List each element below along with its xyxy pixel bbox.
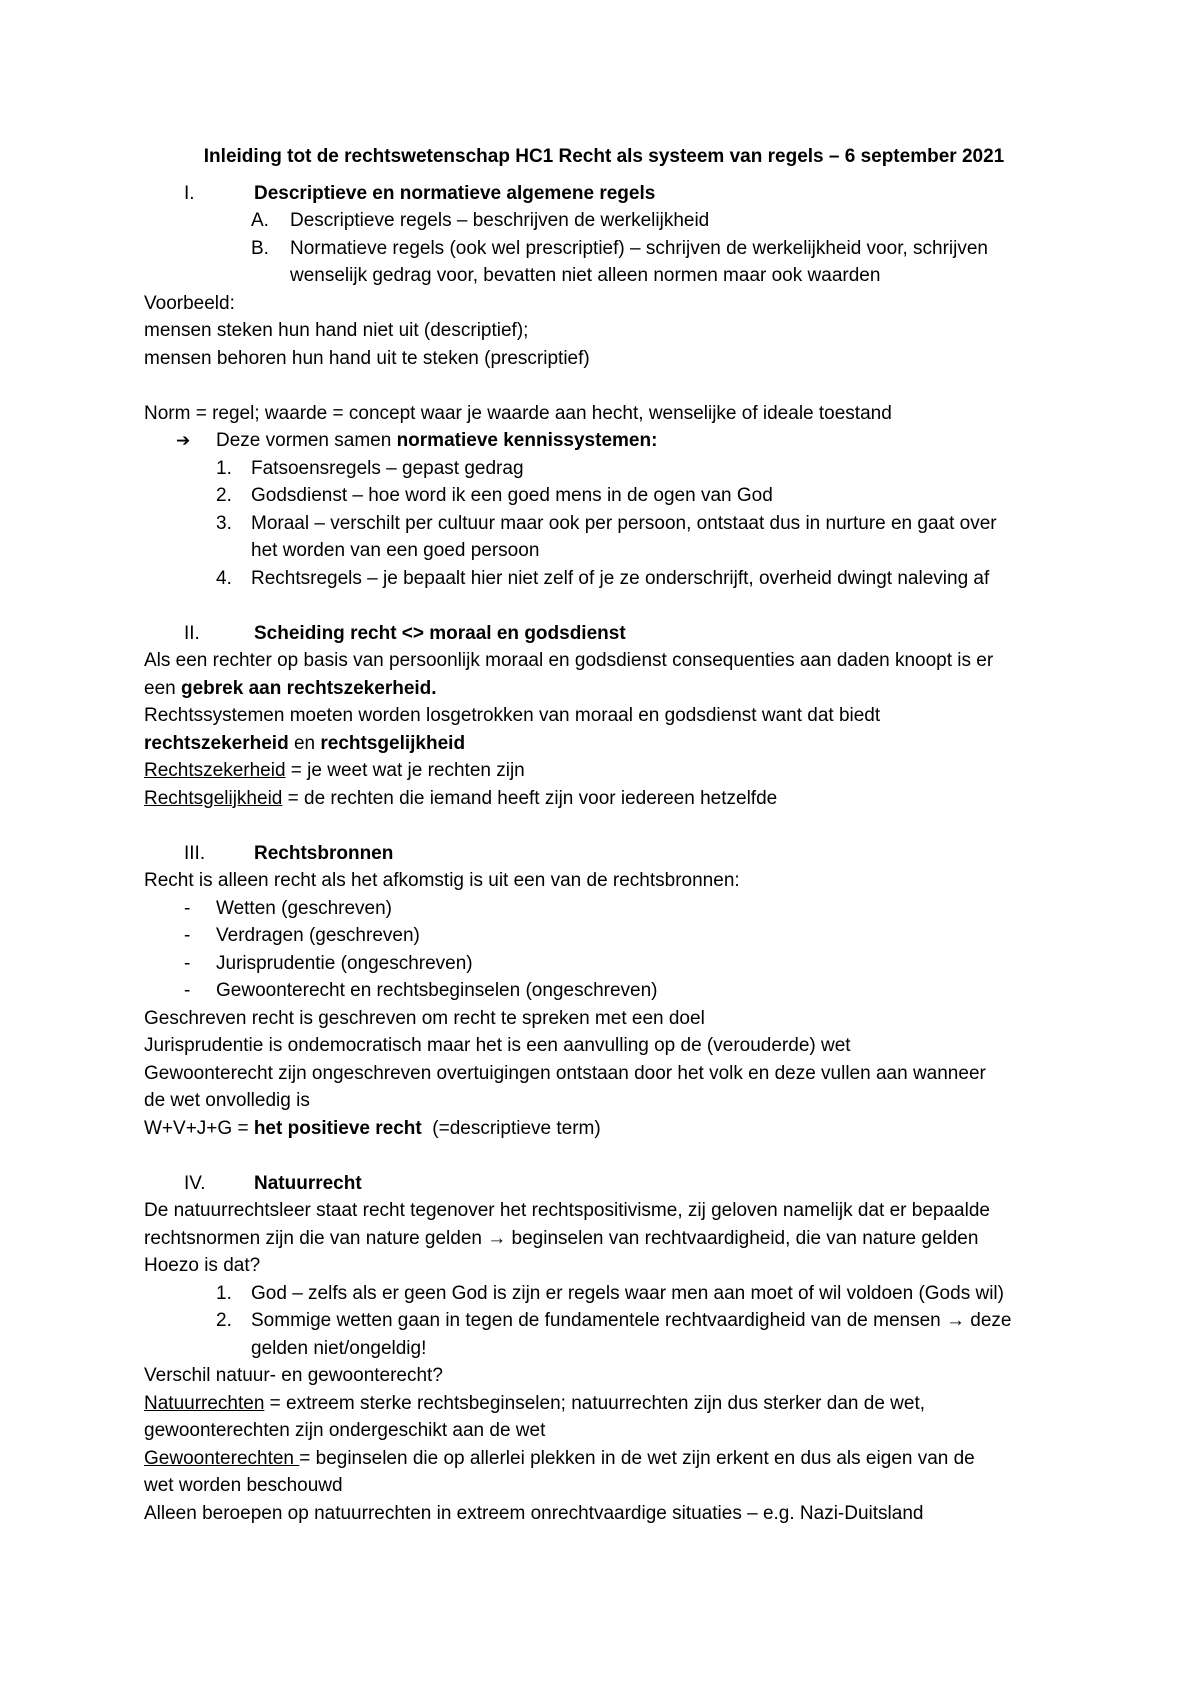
list-item: [144, 950, 1064, 978]
list-item-text: het worden van een goed persoon: [251, 540, 540, 561]
list-item-continued: [144, 1335, 1064, 1363]
list-item-text: gelden niet/ongeldig!: [251, 1337, 427, 1359]
arrow-text: Deze vormen samen: [216, 430, 397, 451]
list-marker: -: [184, 952, 191, 974]
norm-definition: Norm = regel; waarde = concept waar je waarde aan hecht, wenselijke of ideale toestand: [144, 402, 892, 424]
definition-text: = beginselen die op allerlei plekken in de wet zijn erkent en dus als eigen van de: [299, 1447, 975, 1469]
list-item-text: Verdragen (geschreven): [216, 925, 420, 946]
list-item-text: Gewoonterecht en rechtsbeginselen (ongeschreven): [216, 980, 658, 1001]
paragraph-line: Geschreven recht is geschreven om recht te spreken met een doel: [144, 1007, 705, 1029]
text-run-bold: het positieve recht: [253, 1117, 422, 1139]
section-number: III.: [184, 842, 206, 864]
list-item-text: Wetten (geschreven): [216, 897, 393, 919]
list-item: [144, 455, 1064, 483]
section-heading-3: [144, 840, 1064, 868]
list-item-text: Godsdienst – hoe word ik een goed mens in de ogen van God: [251, 485, 773, 506]
paragraph-line: Verschil natuur- en gewoonterecht?: [144, 1365, 443, 1386]
definition-term: Gewoonterechten: [144, 1447, 300, 1469]
paragraph-line: [144, 675, 1064, 703]
section-title: Rechtsbronnen: [254, 842, 394, 864]
definition-term: Natuurrechten: [144, 1392, 265, 1414]
text-run: (=descriptieve term): [421, 1117, 601, 1139]
paragraph-line: gewoonterechten zijn ondergeschikt aan de wet: [144, 1420, 546, 1441]
definition-line: [144, 757, 1064, 785]
list-item-text: Rechtsregels – je bepaalt hier niet zelf of je ze onderschrijft, overheid dwingt naleving af: [251, 567, 990, 589]
sub-item-marker: A.: [251, 210, 269, 231]
list-marker: 1.: [216, 1282, 232, 1304]
section-number: I.: [184, 182, 195, 204]
text-run: een: [144, 677, 181, 699]
sub-item-text: Normatieve regels (ook wel prescriptief) – schrijven de werkelijkheid voor, schrijven: [290, 237, 988, 259]
list-marker: 4.: [216, 567, 232, 589]
paragraph-line: wet worden beschouwd: [144, 1475, 343, 1496]
sub-item-b-continued: [144, 262, 1064, 290]
text-run: en: [288, 732, 321, 754]
list-item-continued: [144, 537, 1064, 565]
example-line: mensen behoren hun hand uit te steken (prescriptief): [144, 347, 590, 369]
list-marker: 3.: [216, 512, 232, 534]
paragraph-line: Rechtssystemen moeten worden losgetrokken van moraal en godsdienst want dat biedt: [144, 705, 881, 726]
paragraph-line: rechtsnormen zijn die van nature gelden → beginselen van rechtvaardigheid, die van nature gelden: [144, 1227, 979, 1249]
text-run-bold: rechtsgelijkheid: [320, 732, 466, 754]
paragraph-line: Jurisprudentie is ondemocratisch maar het is een aanvulling op de (verouderde) wet: [144, 1035, 851, 1056]
document-page: [144, 143, 1064, 1527]
document-title: Inleiding tot de rechtswetenschap HC1 Recht als systeem van regels – 6 september 2021: [203, 146, 1005, 167]
list-item: [144, 977, 1064, 1005]
definition-text: = de rechten die iemand heeft zijn voor iedereen hetzelfde: [282, 787, 778, 809]
section-title: Natuurrecht: [254, 1172, 362, 1194]
definition-text: = extreem sterke rechtsbeginselen; natuurrechten zijn dus sterker dan de wet,: [264, 1392, 926, 1414]
paragraph-line: [144, 730, 1064, 758]
sub-item-a: [144, 207, 1064, 235]
list-item: [144, 1280, 1064, 1308]
arrow-text-bold: normatieve kennissystemen:: [396, 430, 658, 451]
text-run-bold: gebrek aan rechtszekerheid.: [180, 677, 437, 699]
paragraph-line: De natuurrechtsleer staat recht tegenover het rechtspositivisme, zij geloven namelijk dat er bepaalde: [144, 1200, 990, 1221]
definition-line: [144, 1390, 1064, 1418]
list-item-text: Moraal – verschilt per cultuur maar ook per persoon, ontstaat dus in nurture en gaat over: [251, 512, 997, 534]
sub-item-text: Descriptieve regels – beschrijven de werkelijkheid: [290, 210, 710, 231]
list-marker: -: [184, 897, 191, 919]
paragraph-line: [144, 1115, 1064, 1143]
definition-term: Rechtszekerheid: [144, 760, 286, 781]
section-heading-4: [144, 1170, 1064, 1198]
right-arrow-icon: ➔: [176, 431, 191, 450]
list-item-text: God – zelfs als er geen God is zijn er regels waar men aan moet of wil voldoen (Gods wil): [251, 1282, 1004, 1304]
arrow-line: [144, 427, 1064, 455]
section-title: Descriptieve en normatieve algemene regels: [254, 182, 656, 204]
list-item-text: Fatsoensregels – gepast gedrag: [251, 457, 524, 479]
paragraph-line: de wet onvolledig is: [144, 1090, 310, 1111]
list-item-text: Jurisprudentie (ongeschreven): [216, 952, 473, 974]
paragraph-line: Hoezo is dat?: [144, 1255, 261, 1276]
list-item: [144, 565, 1064, 593]
list-item: [144, 1307, 1064, 1335]
list-item: [144, 922, 1064, 950]
sub-item-text: wenselijk gedrag voor, bevatten niet alleen normen maar ook waarden: [290, 265, 881, 286]
list-marker: -: [184, 925, 191, 946]
sub-item-b: [144, 235, 1064, 263]
section-heading-1: [144, 180, 1064, 208]
section-number: IV.: [184, 1172, 206, 1194]
list-marker: -: [184, 980, 191, 1001]
list-item: [144, 895, 1064, 923]
paragraph-line: Als een rechter op basis van persoonlijk moraal en godsdienst consequenties aan daden knoopt is er: [144, 650, 994, 671]
sub-item-marker: B.: [251, 237, 269, 259]
list-marker: 2.: [216, 1310, 232, 1331]
paragraph-line: Alleen beroepen op natuurrechten in extreem onrechtvaardige situaties – e.g. Nazi-Duitsland: [144, 1502, 924, 1524]
definition-text: = je weet wat je rechten zijn: [285, 760, 525, 781]
list-item: [144, 510, 1064, 538]
list-item: [144, 482, 1064, 510]
text-run-bold: rechtszekerheid: [144, 732, 289, 754]
text-run: W+V+J+G =: [144, 1117, 254, 1139]
section-heading-2: [144, 620, 1064, 648]
paragraph-line: Gewoonterecht zijn ongeschreven overtuigingen ontstaan door het volk en deze vullen aan wanneer: [144, 1062, 986, 1084]
example-line: mensen steken hun hand niet uit (descriptief);: [144, 320, 529, 341]
list-marker: 1.: [216, 457, 232, 479]
definition-term: Rechtsgelijkheid: [144, 787, 283, 809]
definition-line: [144, 785, 1064, 813]
definition-line: [144, 1445, 1064, 1473]
example-label: Voorbeeld:: [144, 292, 235, 314]
list-marker: 2.: [216, 485, 232, 506]
paragraph-line: Recht is alleen recht als het afkomstig is uit een van de rechtsbronnen:: [144, 870, 740, 891]
list-item-text: Sommige wetten gaan in tegen de fundamentele rechtvaardigheid van de mensen → deze: [251, 1310, 1012, 1331]
section-title: Scheiding recht <> moraal en godsdienst: [254, 622, 626, 644]
section-number: II.: [184, 622, 200, 644]
